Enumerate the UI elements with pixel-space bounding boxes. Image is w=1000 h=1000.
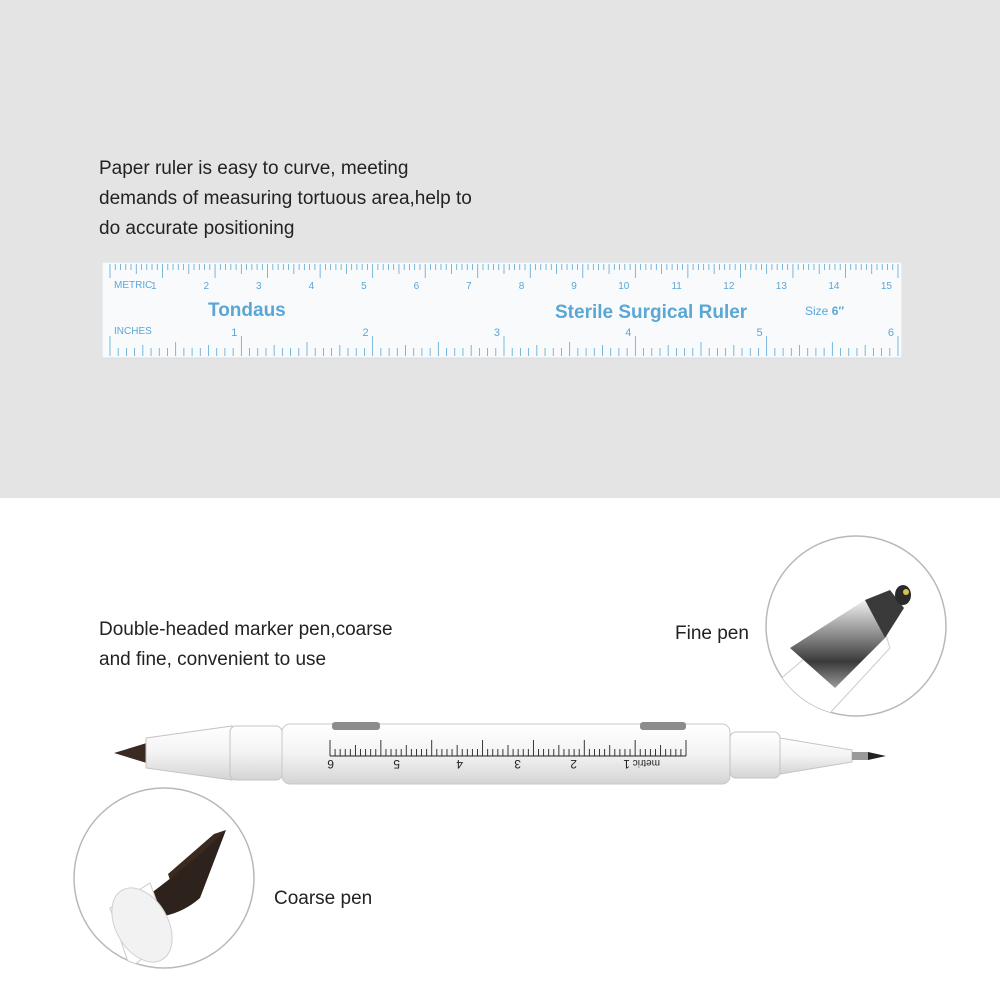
metric-number: 11 (671, 281, 682, 292)
barrel-clip-right (640, 722, 686, 730)
ruler-description-line: Paper ruler is easy to curve, meeting (99, 158, 409, 179)
ruler-brand: Tondaus (208, 300, 286, 321)
pen-scale-number: 6 (327, 757, 334, 771)
ruler-description-line: demands of measuring tortuous area,help to (99, 188, 472, 209)
barrel-clip-left (332, 722, 380, 730)
paper-ruler (102, 262, 902, 362)
metric-label: METRIC (114, 280, 153, 291)
metric-number: 7 (466, 281, 472, 292)
inch-number: 2 (362, 327, 369, 339)
ruler-size-label (805, 304, 844, 318)
coarse-cap-cone (146, 726, 232, 780)
pen-description-line: Double-headed marker pen,coarse (99, 619, 393, 640)
fine-pen-label: Fine pen (675, 623, 749, 644)
fine-tip (868, 752, 886, 760)
coarse-pen-zoom (74, 788, 254, 973)
ruler-product-name: Sterile Surgical Ruler (555, 302, 748, 323)
inches-label: INCHES (114, 326, 152, 337)
pen-scale-number: 3 (514, 757, 521, 771)
metric-number: 1 (150, 281, 157, 292)
pen-scale-number: 5 (393, 757, 400, 771)
coarse-pen-label: Coarse pen (274, 888, 373, 909)
pen-scale-label: metric (632, 757, 660, 768)
metric-number: 12 (723, 281, 735, 292)
metric-number: 6 (413, 281, 420, 292)
metric-number: 4 (308, 281, 315, 292)
fine-pen-zoom (766, 536, 946, 728)
inch-number: 4 (625, 327, 632, 339)
metric-number: 5 (361, 281, 367, 292)
inch-number: 1 (231, 327, 238, 339)
pen-barrel (282, 724, 730, 784)
top-panel (0, 0, 1000, 498)
inch-number: 5 (756, 327, 763, 339)
ruler-description-line: do accurate positioning (99, 218, 295, 239)
metric-number: 2 (203, 281, 210, 292)
metric-number: 9 (571, 281, 577, 292)
pen-description-line: and fine, convenient to use (99, 649, 327, 670)
pen-scale-number: 1 (623, 757, 630, 771)
inch-number: 6 (887, 327, 894, 339)
inch-number: 3 (493, 327, 500, 339)
coarse-tip (114, 742, 150, 764)
metric-number: 8 (518, 281, 525, 292)
metric-number: 15 (880, 281, 892, 292)
pen-scale-number: 2 (570, 757, 577, 771)
pen-illustration (0, 498, 1000, 1000)
fine-cap (730, 732, 780, 778)
fine-cap-cone (780, 738, 852, 774)
fine-zoom-nib-highlight (903, 589, 909, 595)
metric-number: 14 (828, 281, 840, 292)
ruler-description (99, 154, 472, 244)
fine-zoom-nib (895, 585, 911, 605)
pen-scale-number: 4 (456, 757, 463, 771)
fine-tip-metal (852, 752, 868, 760)
metric-number: 3 (256, 281, 262, 292)
metric-number: 13 (775, 281, 787, 292)
marker-pen (114, 722, 886, 784)
size-word: Size (805, 304, 829, 318)
metric-number: 10 (618, 281, 630, 292)
coarse-cap (230, 726, 282, 780)
size-value: 6″ (831, 304, 845, 318)
